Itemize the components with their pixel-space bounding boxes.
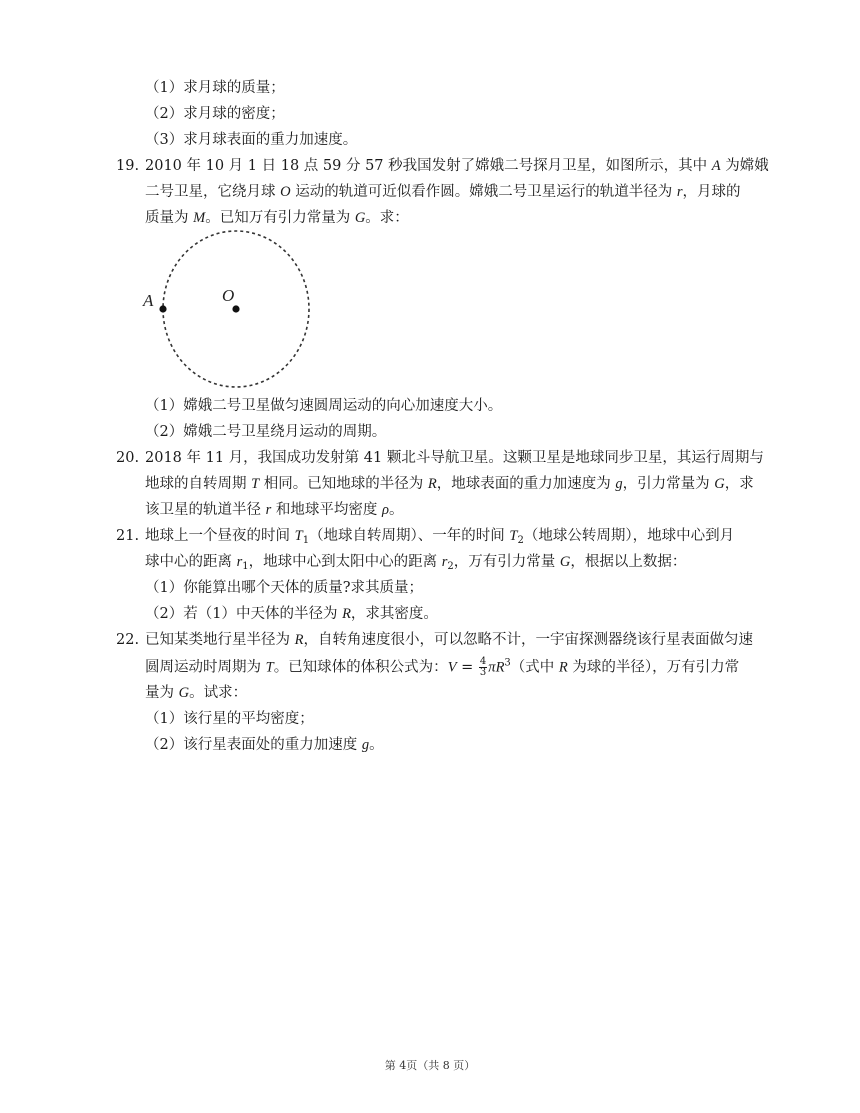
page-footer: 第 4页（共 8 页）: [384, 1059, 476, 1072]
q22-line1: 已知某类地行星半径为 R，自转角速度很小，可以忽略不计，一宇宙探测器绕该行星表面做匀速: [145, 632, 753, 648]
q21-sub1: （1）你能算出哪个天体的质量?求其质量；: [145, 580, 423, 596]
q22-sub1: （1）该行星的平均密度；: [145, 711, 314, 727]
fraction-four-thirds: $\frac{4}{3}$: [479, 656, 487, 678]
moon-center-point-o: [232, 305, 239, 312]
q20-line1: 2018 年 11 月，我国成功发射第 41 颗北斗导航卫星。这颗卫星是地球同步卫星，其运行周期与: [145, 450, 764, 466]
label-o: O: [222, 286, 235, 305]
question-number-22: 22.: [116, 632, 140, 648]
q19-line1: 2010 年 10 月 1 日 18 点 59 分 57 秒我国发射了嫦娥二号探月卫星，如图所示，其中 A 为嫦娥: [145, 158, 769, 174]
question-number-21: 21.: [116, 528, 140, 544]
q20-line3: 该卫星的轨道半径 r 和地球平均密度 ρ。: [145, 502, 404, 518]
question-number-19: 19.: [116, 158, 140, 174]
q19-sub1: （1）嫦娥二号卫星做匀速圆周运动的向心加速度大小。: [145, 398, 503, 414]
q21-sub2: （2）若（1）中天体的半径为 R，求其密度。: [145, 606, 438, 622]
q22-line2: 圆周运动时周期为 T。已知球体的体积公式为：V = $\frac{4}{3}$ $\pi R^3$（式中 R 为球的半径），万有引力常: [145, 656, 740, 678]
q19-line3: 质量为 M。已知万有引力常量为 G。求：: [145, 210, 409, 226]
q19-sub2: （2）嫦娥二号卫星绕月运动的周期。: [145, 424, 387, 440]
q20-line2: 地球的自转周期 T 相同。已知地球的半径为 R，地球表面的重力加速度为 g，引力常量为 G，求: [145, 476, 754, 492]
orbit-diagram: [135, 225, 325, 395]
q22-line3: 量为 G。试求：: [145, 685, 248, 701]
label-a: A: [143, 291, 154, 310]
q18-sub2: （2）求月球的密度；: [145, 106, 285, 122]
satellite-point-a: [159, 305, 166, 312]
question-number-20: 20.: [116, 450, 140, 466]
q22-sub2: （2）该行星表面处的重力加速度 g。: [145, 737, 384, 753]
q19-line2: 二号卫星，它绕月球 O 运动的轨道可近似看作圆。嫦娥二号卫星运行的轨道半径为 r，月球的: [145, 184, 741, 200]
q21-line1: 地球上一个昼夜的时间 $T_1$（地球自转周期）、一年的时间 $T_2$（地球公转周期），地球中心到月: [145, 528, 735, 546]
q18-sub1: （1）求月球的质量；: [145, 80, 285, 96]
q21-line2: 球中心的距离 $r_1$，地球中心到太阳中心的距离 $r_2$，万有引力常量 G，根据以上数据：: [145, 554, 687, 572]
q18-sub3: （3）求月球表面的重力加速度。: [145, 132, 358, 148]
